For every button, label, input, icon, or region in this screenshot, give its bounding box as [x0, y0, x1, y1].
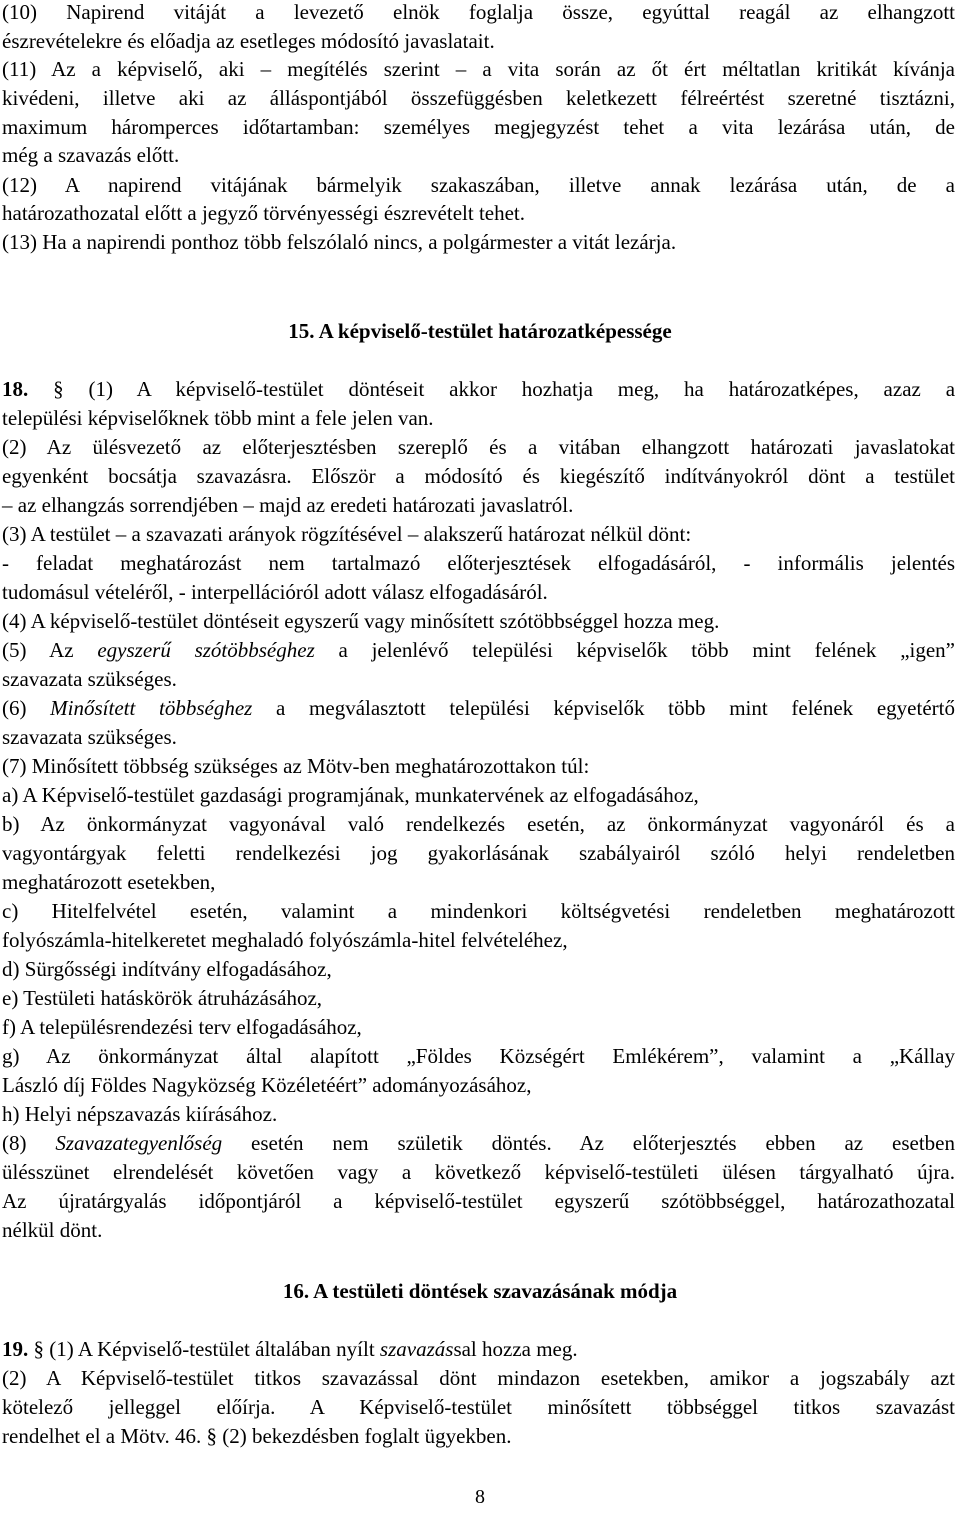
- s18-p8-prefix: (8): [2, 1131, 56, 1155]
- s18-p8-line-3: Az újratárgyalás időpontjáról a képviselő-testület egyszerű szótöbbséggel, határozathozatal: [2, 1189, 955, 1213]
- s18-p1-text: (1) A képviselő-testület döntéseit akkor hozhatja meg, ha határozatképes, azaz a: [88, 377, 956, 401]
- s18-p3-line-3: tudomásul vételéről, - interpellációról adott válasz elfogadásáról.: [2, 580, 548, 604]
- section-heading-16: 16. A testületi döntések szavazásának módja: [282, 1279, 678, 1303]
- s18-p7-item-b-line-2: vagyontárgyak feletti rendelkezési jog gyakorlásának szabályairól szóló helyi rendeletben: [2, 841, 955, 865]
- s19-p2-suffix: (2) bekezdésben foglalt ügyekben.: [217, 1424, 512, 1448]
- paragraph-12-line-1: (12) A napirend vitájának bármelyik szakaszában, illetve annak lezárása után, de a: [2, 173, 955, 197]
- s19-p2-prefix: rendelhet el a Mötv. 46.: [2, 1424, 207, 1448]
- s18-p7: (7) Minősített többség szükséges az Mötv-ben meghatározottakon túl:: [2, 754, 590, 778]
- s18-p3-line-1: (3) A testület – a szavazati arányok rögzítésével – alakszerű határozat nélkül dönt:: [2, 522, 692, 546]
- s18-p2-line-1: (2) Az ülésvezető az előterjesztésben szereplő és a vitában elhangzott határozati javaslatokat: [2, 435, 955, 459]
- paragraph-sign: §: [206, 1424, 217, 1448]
- s18-p5-prefix: (5) Az: [2, 638, 98, 662]
- s19-p1-prefix: (1) A Képviselő-testület általában nyílt: [44, 1337, 380, 1361]
- s18-p7-item-d: d) Sürgősségi indítvány elfogadásához,: [2, 957, 332, 981]
- section-heading-15: 15. A képviselő-testület határozatképessége: [288, 319, 672, 343]
- s19-p1: [2, 1335, 955, 1364]
- s18-p7-item-b-line-3: meghatározott esetekben,: [2, 870, 216, 894]
- s18-p5-italic: egyszerű szótöbbséghez: [97, 638, 315, 662]
- s18-p5-line-2: szavazata szükséges.: [2, 667, 177, 691]
- s19-p1-italic: szavazás: [379, 1337, 454, 1361]
- s18-p2-line-3: – az elhangzás sorrendjében – majd az eredeti határozati javaslatról.: [2, 493, 574, 517]
- s19-p2-line-2: kötelező jellegge​l előírja. A Képviselő-testület minősített többséggel titkos szavazást: [2, 1395, 955, 1419]
- s18-p3-line-2: - feladat meghatározást nem tartalmazó előterjesztések elfogadásáról, - informális jelentés: [2, 551, 955, 575]
- s18-p1-line-2: települési képviselőknek több mint a fele jelen van.: [2, 406, 434, 430]
- paragraph-sign: §: [53, 377, 64, 401]
- paragraph-sign: §: [33, 1337, 44, 1361]
- s18-p7-item-f: f) A településrendezési terv elfogadásához,: [2, 1015, 362, 1039]
- s18-p8-italic: Szavazategyenlőség: [55, 1131, 223, 1155]
- s18-p5-suffix: a jelenlévő települési képviselők több mint felének „igen”: [314, 638, 955, 662]
- paragraph-10-line-2: észrevételekre és előadja az esetleges módosító javaslatait.: [2, 29, 495, 53]
- s18-p8-line-1: [2, 1129, 955, 1158]
- s18-p7-item-c-line-1: c) Hitelfelvétel esetén, valamint a mindenkori költségvetési rendeletben meghatározott: [2, 899, 955, 923]
- s18-p7-item-c-line-2: folyószámla-hitelkeretet meghaladó folyószámla-hitel felvételéhez,: [2, 928, 568, 952]
- paragraph-11-line-3: maximum háromperces időtartamban: személyes megjegyzést tehet a vita lezárása után, de: [2, 115, 955, 139]
- s18-p7-item-h: h) Helyi népszavazás kiírásához.: [2, 1102, 278, 1126]
- s18-p5-line-1: [2, 636, 955, 665]
- s18-p6-line-2: szavazata szükséges.: [2, 725, 177, 749]
- paragraph-13: (13) Ha a napirendi ponthoz több felszólaló nincs, a polgármester a vitát lezárja.: [2, 230, 677, 254]
- paragraph-11-line-4: még a szavazás előtt.: [2, 143, 180, 167]
- s18-p7-item-b-line-1: b) Az önkormányzat vagyonával való rendelkezés esetén, az önkormányzat vagyonáról és a: [2, 812, 955, 836]
- paragraph-11-line-1: (11) Az a képviselő, aki – megítélés szerint – a vita során az őt ért méltatlan kritikát kívánja: [2, 57, 955, 81]
- s18-p2-line-2: egyenként bocsátja szavazásra. Először a módosító és kiegészítő indítványokról dönt a testület: [2, 464, 955, 488]
- s18-p6-prefix: (6): [2, 696, 51, 720]
- section-number: 18.: [2, 377, 29, 401]
- s18-p7-item-a: a) A Képviselő-testület gazdasági programjának, munkatervének az elfogadásához,: [2, 783, 699, 807]
- s18-p8-line-4: nélkül dönt.: [2, 1218, 103, 1242]
- paragraph-10-line-1: (10) Napirend vitáját a levezető elnök foglalja össze, egyúttal reagál az elhangzott: [2, 0, 955, 24]
- s19-p2-line-3: [2, 1422, 955, 1451]
- s18-p8-line-2: ülésszünet elrendelését követően vagy a következő képviselő-testületi ülésen tárgyalható újra.: [2, 1160, 955, 1184]
- s18-p4: (4) A képviselő-testület döntéseit egyszerű vagy minősített szótöbbséggel hozza meg.: [2, 609, 720, 633]
- s18-p1-line-1: [2, 375, 955, 404]
- s18-p7-item-g-line-1: g) Az önkormányzat által alapított „Földes Községért Emlékérem”, valamint a „Kállay: [2, 1044, 955, 1068]
- s18-p6-suffix: a megválasztott települési képviselők több mint felének egyetértő: [252, 696, 955, 720]
- s18-p6-line-1: [2, 694, 955, 723]
- page-number: 8: [475, 1486, 485, 1508]
- s18-p7-item-e: e) Testületi hatáskörök átruházásához,: [2, 986, 323, 1010]
- section-number: 19.: [2, 1337, 29, 1361]
- paragraph-11-line-2: kivédeni, illetve aki az álláspontjából összefüggésben keletkezett félreértést szeretné tisztázni,: [2, 86, 955, 110]
- s18-p8-suffix: esetén nem születik döntés. Az előterjesztés ebben az esetben: [222, 1131, 955, 1155]
- paragraph-12-line-2: határozathozatal előtt a jegyző törvényességi észrevételt tehet.: [2, 201, 526, 225]
- s19-p1-suffix: sal hozza meg.: [453, 1337, 578, 1361]
- s18-p6-italic: Minősített többséghez: [50, 696, 253, 720]
- s19-p2-line-1: (2) A Képviselő-testület titkos szavazással dönt mindazon esetekben, amikor a jogszabály azt: [2, 1366, 955, 1390]
- s18-p7-item-g-line-2: László díj Földes Nagyközség Közéletéért” adományozásához,: [2, 1073, 532, 1097]
